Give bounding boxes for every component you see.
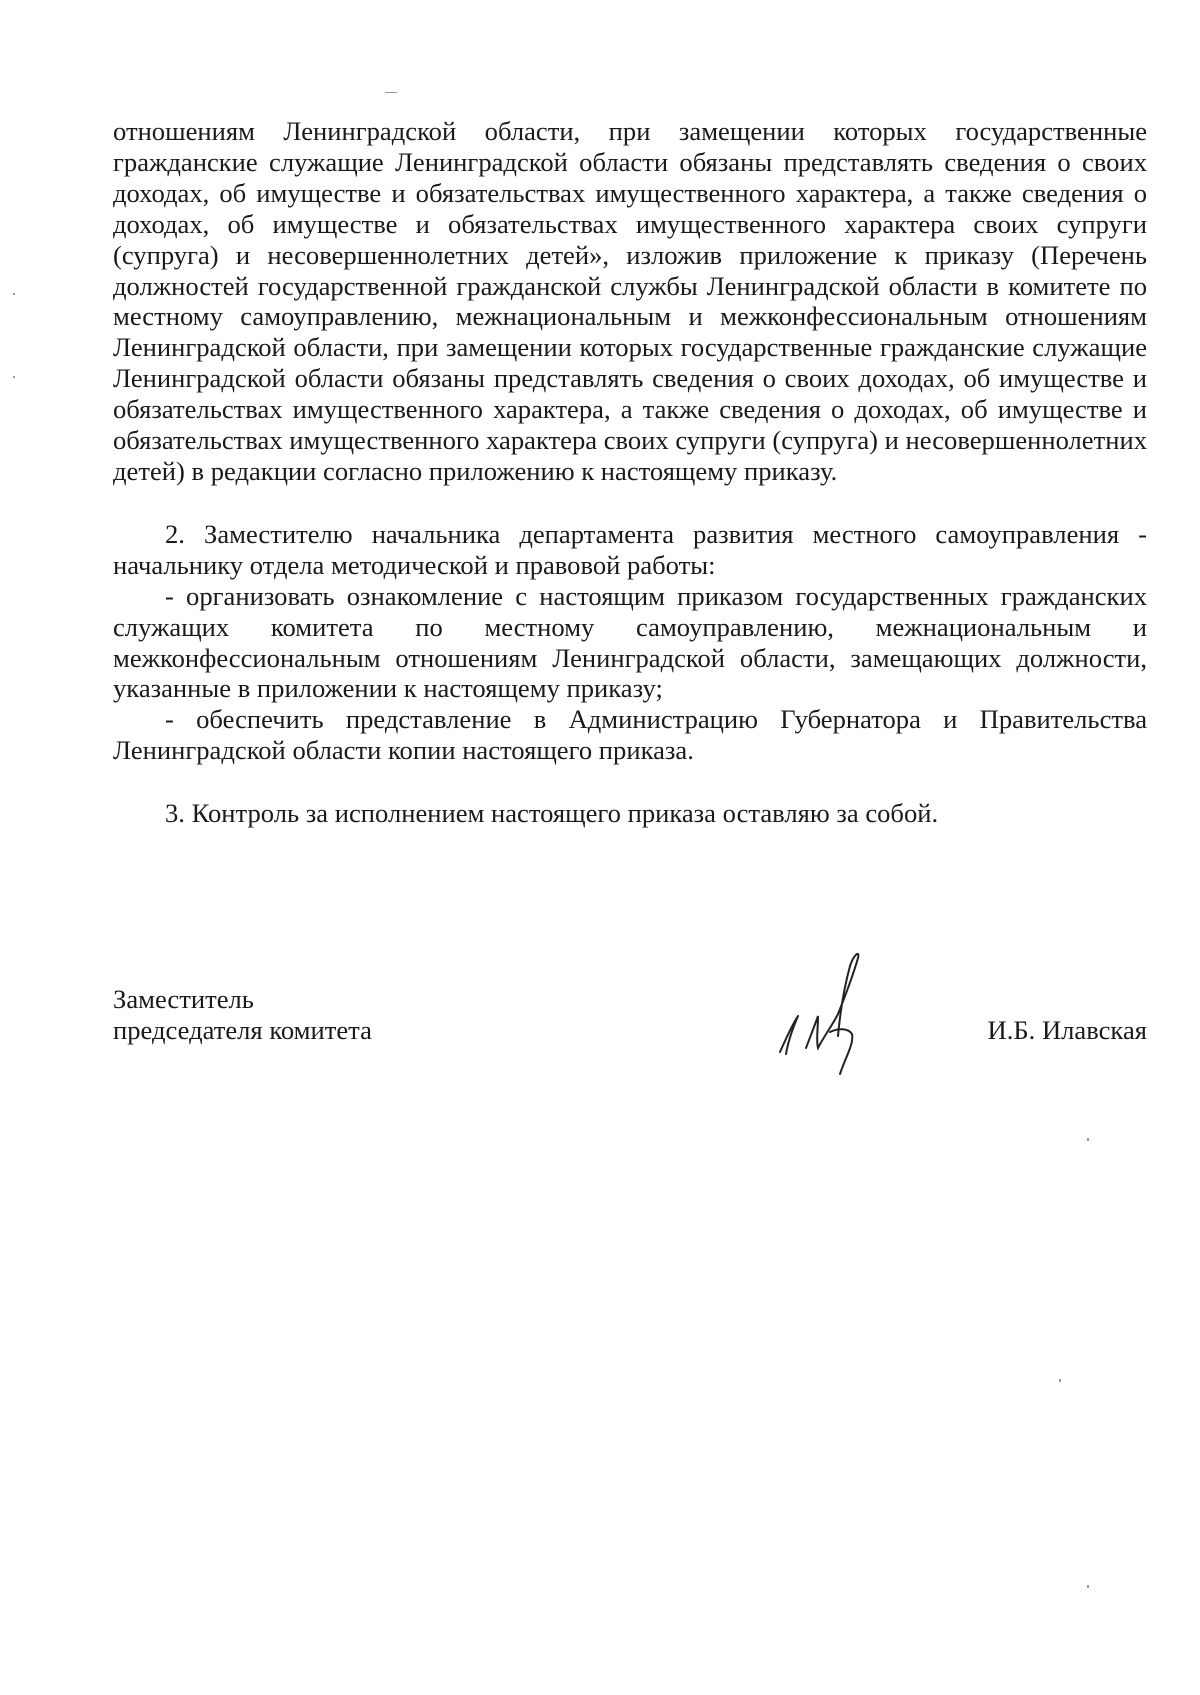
scan-speck	[1059, 1379, 1061, 1382]
scan-speck	[1087, 1585, 1089, 1588]
paragraph-2: 2. Заместителю начальника департамента развития местного самоуправления - начальнику отдела методической и правовой работы:	[113, 518, 1147, 580]
list-item-1: - организовать ознакомление с настоящим приказом государственных гражданских служащих комитета по местному самоуправлению, межнациональным и межконфессиональным отношениям Ленинградской области, замещающих должности, указанные в приложении к настоящему приказу;	[113, 580, 1147, 704]
signatory-title-line-1: Заместитель	[113, 984, 254, 1014]
paragraph-3: 3. Контроль за исполнением настоящего приказа оставляю за собой.	[165, 798, 939, 829]
scan-speck	[13, 293, 15, 295]
scan-speck	[13, 376, 15, 378]
document-body	[113, 116, 1147, 829]
scan-speck	[385, 92, 397, 93]
list-item-2: - обеспечить представление в Администрацию Губернатора и Правительства Ленинградской области копии настоящего приказа.	[113, 704, 1147, 766]
signatory-name: И.Б. Илавская	[987, 1015, 1147, 1045]
signatory-title	[113, 984, 372, 1046]
signatory-title-line-2: председателя комитета	[113, 1015, 372, 1045]
paragraph-1: отношениям Ленинградской области, при замещении которых государственные гражданские служащие Ленинградской области обязаны представлять сведения о своих доходах, об имуществе и обязательствах имущественного характера, а также сведения о доходах, об имуществе и обязательствах имущественного характера своих супруги (супруга) и несовершеннолетних детей», изложив приложение к приказу (Перечень должностей государственной гражданской службы Ленинградской области в комитете по местному самоуправлению, межнациональным и межконфессиональным отношениям Ленинградской области, при замещении которых государственные гражданские служащие Ленинградской области обязаны представлять сведения о своих доходах, об имуществе и обязательствах имущественного характера, а также сведения о доходах, об имуществе и обязательствах имущественного характера своих супруги (супруга) и несовершеннолетних детей) в редакции согласно приложению к настоящему приказу.	[113, 116, 1147, 486]
handwritten-signature	[758, 944, 878, 1084]
scan-speck	[1087, 1138, 1089, 1141]
signature-block	[113, 984, 1147, 1094]
